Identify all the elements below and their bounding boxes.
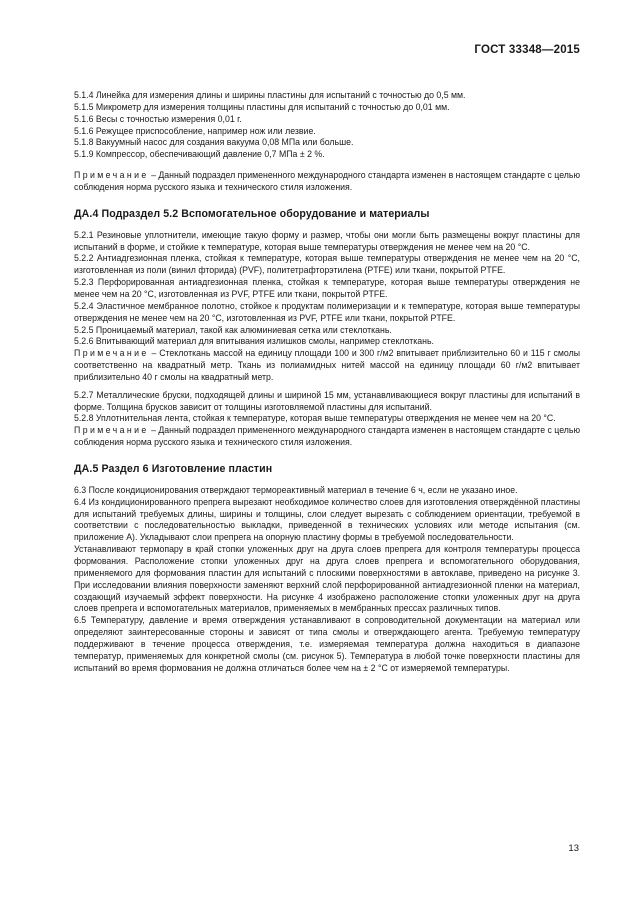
- paragraph: 6.5 Температуру, давление и время отверждения устанавливают в сопроводительной документации на материал или определяют заинтересованные стороны и зависят от типа смолы и отверждающего агента. Требуемую температуру поддерживают в течение процесса отверждения, т.е. измеряемая температура должна находиться в диапазоне температур, применяемых для конкретной смолы (см. рисунок 5). Температура в любой точке поверхности пластины для испытаний во время формования не должна отличаться более чем на ± 2 °C от измеряемой температуры.: [74, 615, 580, 673]
- note-text: – Данный подраздел примененного международного стандарта изменен в настоящем стандарте с целью соблюдения норма русского языка и технического стиля изложения.: [74, 425, 581, 448]
- paragraph: 6.3 После кондиционирования отверждают термореактивный материал в течение 6 ч, если не указано иное.: [74, 484, 518, 495]
- paragraph: 5.2.5 Проницаемый материал, такой как алюминиевая сетка или стеклоткань.: [74, 324, 392, 335]
- note-paragraph: [74, 170, 580, 194]
- note-paragraph: [74, 348, 580, 384]
- section-heading-da4: ДА.4 Подраздел 5.2 Вспомогательное оборудование и материалы: [74, 207, 430, 220]
- list-item: 5.1.8 Вакуумный насос для создания вакуума 0,08 МПа или больше.: [74, 137, 354, 148]
- list-item: 5.1.9 Компрессор, обеспечивающий давление 0,7 МПа ± 2 %.: [74, 149, 325, 160]
- note-paragraph: [74, 425, 580, 449]
- note-text: – Стеклоткань массой на единицу площади 100 и 300 г/м2 впитывает приблизительно 60 и 115 г смолы соответственно на квадратный метр. Ткань из полиамидных нитей массой на единицу площади 60 г/м2 впитывает приблизительно 40 г смолы на квадратный метр.: [74, 348, 580, 382]
- note-label: Примечание: [74, 425, 149, 436]
- list-item: 5.1.5 Микрометр для измерения толщины пластины для испытаний с точностью до 0,01 мм.: [74, 101, 450, 112]
- note-label: Примечание: [74, 348, 149, 359]
- paragraph: 5.2.1 Резиновые уплотнители, имеющие такую форму и размер, чтобы они могли быть размещены вокруг пластины для испытаний в форме, и стойкие к температуре, которая выше температуры отверждения не менее чем на 20 °C.: [74, 229, 580, 252]
- paragraph: Устанавливают термопару в край стопки уложенных друг на друга слоев препрега для контроля температуры процесса формования. Расположение стопки уложенных друг на друга слоев препрега и вспомогательного оборудования, применяемого для формования пластин для испытаний с плоскими поверхностями в автоклаве, приведено на рисунке 3. При исследовании влияния поверхности заменяют верхний слой перфорированной антиадгезионной пленки на материал, создающий изучаемый эффект поверхности. На рисунке 4 изображено расположение стопки уложенных друг на друга слоев препрега и вспомогательных материалов, применяемых в мембранных прессах различных типов.: [74, 544, 580, 614]
- paragraph: 5.2.8 Уплотнительная лента, стойкая к температуре, которая выше температуры отверждения не менее чем на 20 °C.: [74, 413, 556, 424]
- page-number: 13: [568, 843, 579, 854]
- list-item: 5.1.6 Весы с точностью измерения 0,01 г.: [74, 113, 242, 124]
- paragraph: 5.2.7 Металлические бруски, подходящей длины и шириной 15 мм, устанавливающиеся вокруг пластины для испытаний в форме. Толщина брусков зависит от толщины изготовляемой пластины для испытаний.: [74, 389, 580, 412]
- paragraph: 5.2.3 Перфорированная антиадгезионная пленка, стойкая к температуре, которая выше температуры отверждения не менее чем на 20 °C, изготовленная из PVF, PTFE или ткани, покрытой PTFE.: [74, 277, 580, 299]
- paragraph: 5.2.6 Впитывающий материал для впитывания излишков смолы, например стеклоткань.: [74, 336, 434, 347]
- paragraph: 5.2.2 Антиадгезионная пленка, стойкая к температуре, которая выше температуры отверждения не менее чем на 20 °C, изготовленная из поли (винил фторида) (PVF), политетрафторэтилена (PTFE) или ткани, покрытой PTFE.: [74, 253, 580, 276]
- equipment-list: [74, 90, 580, 161]
- section-heading-da5: ДА.5 Раздел 6 Изготовление пластин: [74, 462, 273, 475]
- note-text: – Данный подраздел примененного международного стандарта изменен в настоящем стандарте с целью соблюдения норма русского языка и технического стиля изложения.: [74, 170, 581, 192]
- document-body: [74, 90, 580, 674]
- document-header-standard-code: ГОСТ 33348—2015: [474, 44, 580, 56]
- list-item: 5.1.6 Режущее приспособление, например нож или лезвие.: [74, 125, 316, 136]
- paragraph: 6.4 Из кондиционированного препрега вырезают необходимое количество слоев для изготовления отверждённой пластины для испытаний требуемых длины, ширины и толщины, слои следует вырезать с соблюдением ориентации, требуемой в соответствии с последовательностью выкладки, приведенной в технических условиях или методе испытания (см. приложение А). Укладывают слои препрега на опорную пластину формы в требуемой последовательности.: [74, 496, 580, 543]
- note-label: Примечание: [74, 170, 149, 181]
- list-item: 5.1.4 Линейка для измерения длины и ширины пластины для испытаний с точностью до 0,5 мм.: [74, 90, 466, 100]
- paragraph: 5.2.4 Эластичное мембранное полотно, стойкое к продуктам полимеризации и к температуре, которая выше температуры отверждения не менее чем на 20 °C, изготовленная из PVF, PTFE или ткани, покрытой PTFE.: [74, 300, 580, 323]
